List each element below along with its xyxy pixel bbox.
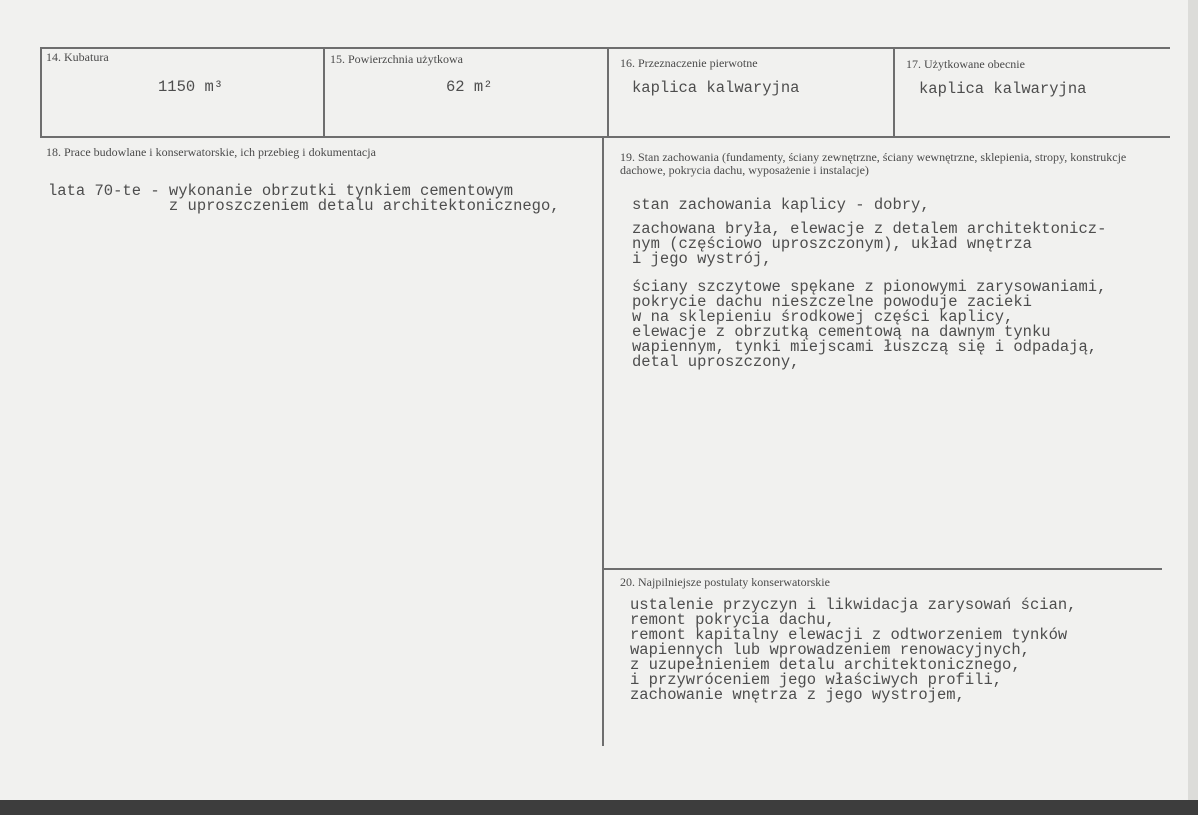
field-14-value: 1150 m³	[158, 78, 224, 96]
field-18-text	[48, 184, 560, 214]
field-14-label: 14. Kubatura	[46, 50, 109, 64]
text-line: remont pokrycia dachu,	[630, 611, 835, 629]
left-border	[40, 47, 42, 138]
text-line: zachowanie wnętrza z jego wystrojem,	[630, 686, 965, 704]
text-line: pokrycie dachu nieszczelne powoduje zacieki	[632, 293, 1032, 311]
text-line: remont kapitalny elewacji z odtworzeniem tynków	[630, 626, 1068, 644]
text-line: zachowana bryła, elewacje z detalem architektonicz-	[632, 220, 1107, 238]
field-18-label: 18. Prace budowlane i konserwatorskie, ich przebieg i dokumentacja	[46, 145, 376, 159]
field-17-label: 17. Użytkowane obecnie	[906, 57, 1025, 71]
top-rule	[40, 47, 1170, 49]
col-divider-2	[607, 47, 609, 138]
text-line: nym (częściowo uproszczonym), układ wnętrza	[632, 235, 1032, 253]
field-17-value: kaplica kalwaryjna	[919, 80, 1087, 98]
text-line: z uzupełnieniem detalu architektonicznego,	[630, 656, 1021, 674]
field-16-value: kaplica kalwaryjna	[632, 79, 800, 97]
text-line: stan zachowania kaplicy - dobry,	[632, 196, 930, 214]
col-divider-1	[323, 47, 325, 138]
text-line: ustalenie przyczyn i likwidacja zarysowań ścian,	[630, 596, 1077, 614]
text-line: wapiennym, tynki miejscami łuszczą się i odpadają,	[632, 338, 1098, 356]
field-15-label: 15. Powierzchnia użytkowa	[330, 52, 463, 66]
field-20-label: 20. Najpilniejsze postulaty konserwatorskie	[620, 575, 830, 589]
field-16-label: 16. Przeznaczenie pierwotne	[620, 56, 758, 70]
field-19-label: 19. Stan zachowania (fundamenty, ściany zewnętrzne, ściany wewnętrzne, sklepienia, stropy, konstrukcje dachowe, pokrycia dachu, wyposażenie i instalacje)	[620, 150, 1127, 177]
text-line: elewacje z obrzutką cementową na dawnym tynku	[632, 323, 1051, 341]
text-line: wapiennych lub wprowadzeniem renowacyjnych,	[630, 641, 1030, 659]
text-line: lata 70-te - wykonanie obrzutki tynkiem cementowym	[48, 182, 514, 200]
scanner-shadow	[0, 800, 1198, 815]
text-line: w na sklepieniu środkowej części kaplicy,	[632, 308, 1014, 326]
text-line: detal uproszczony,	[632, 353, 800, 371]
card-right-edge	[1188, 0, 1198, 800]
row-divider	[40, 136, 1170, 138]
field-19-text	[632, 198, 1106, 370]
text-line: ściany szczytowe spękane z pionowymi zarysowaniami,	[632, 278, 1107, 296]
section-20-rule	[602, 568, 1162, 570]
field-15-value: 62 m²	[446, 78, 493, 96]
lower-col-divider	[602, 136, 604, 746]
field-20-text	[630, 598, 1076, 703]
col-divider-3	[893, 47, 895, 138]
text-line: i przywróceniem jego właściwych profili,	[630, 671, 1003, 689]
text-line: i jego wystrój,	[632, 250, 772, 268]
text-line: z uproszczeniem detalu architektonicznego,	[48, 197, 560, 215]
